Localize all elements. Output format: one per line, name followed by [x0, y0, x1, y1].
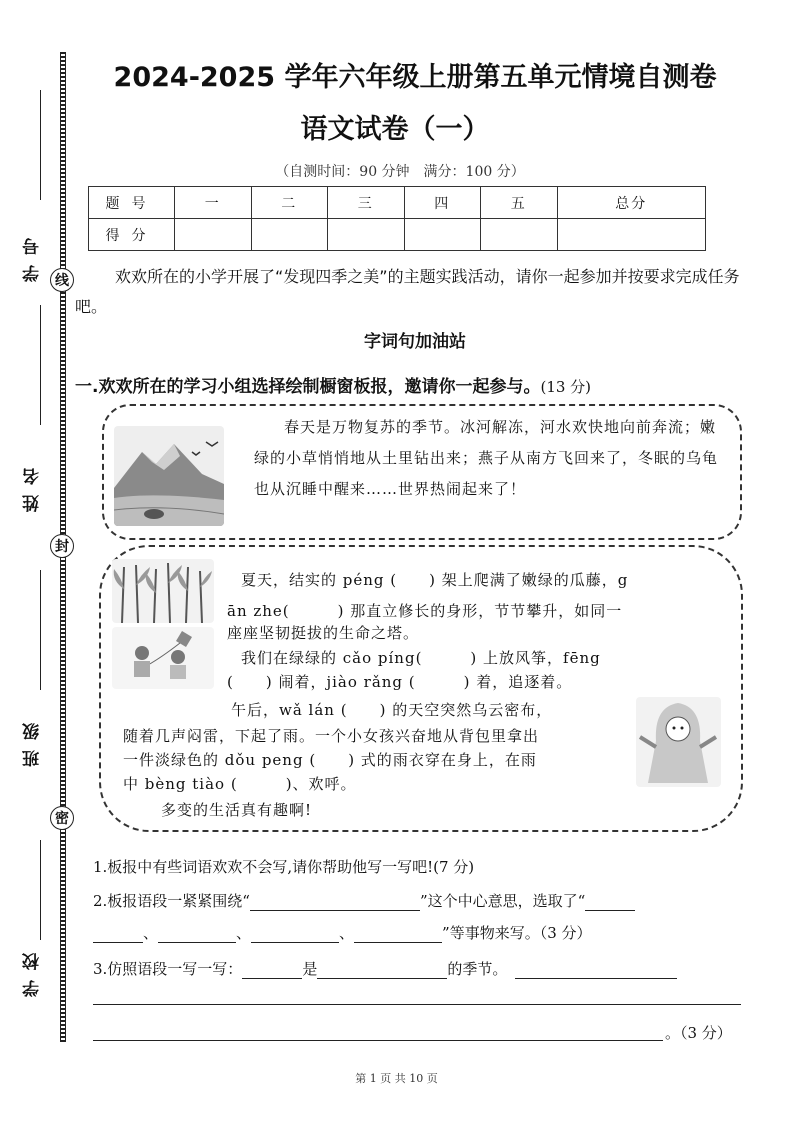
secret-mark: 密	[50, 806, 74, 830]
answer-blank[interactable]	[354, 925, 442, 943]
sub-question-2-mid: ”这个中心意思，选取了“	[419, 892, 586, 910]
answer-line[interactable]	[93, 1040, 663, 1041]
rain-girl-image	[636, 697, 721, 787]
score-input-cell[interactable]	[481, 219, 558, 251]
binding-margin	[0, 0, 75, 1122]
sub-question-2-start: 2.板报语段一紧紧围绕“	[93, 892, 250, 910]
score-input-cell[interactable]	[251, 219, 328, 251]
summer-passage-box	[99, 545, 743, 832]
score-input-cell[interactable]	[175, 219, 252, 251]
score-table-cell: 四	[404, 187, 481, 219]
score-input-cell[interactable]	[328, 219, 405, 251]
answer-line[interactable]	[93, 1004, 741, 1005]
exam-meta: （自测时间：90 分钟 满分：100 分）	[275, 164, 525, 180]
score-table-cell: 五	[481, 187, 558, 219]
answer-blank[interactable]	[251, 925, 339, 943]
summer-line-7: 随着几声闷雷，下起了雨。一个小女孩兴奋地从背包里拿出	[123, 727, 540, 745]
sub-question-3-start: 3.仿照语段一写一写：	[93, 960, 243, 978]
school-label: 学校	[23, 943, 43, 997]
summer-line-9: 中 bèng tiào ( )、欢呼。	[123, 775, 357, 793]
question-1-points: (13 分)	[540, 378, 592, 396]
sub-question-2-cont: 、 、 、 ”等事物来写。（3 分）	[93, 922, 592, 943]
answer-blank[interactable]	[585, 893, 635, 911]
sub-question-3	[93, 958, 753, 979]
student-id-label: 学号	[23, 228, 43, 282]
exam-subtitle: 语文试卷（一）	[300, 114, 490, 145]
intro-text: 欢欢所在的小学开展了“发现四季之美”的主题实践活动，请你一起参加并按要求完成任务吧。	[75, 267, 740, 316]
spring-passage-text: 春天是万物复苏的季节。冰河解冻，河水欢快地向前奔流；嫩绿的小草悄悄地从土里钻出来；燕子从南方飞回来了，冬眠的乌龟也从沉睡中醒来……世界热闹起来了！	[254, 418, 719, 498]
exam-title: 2024-2025 学年六年级上册第五单元情境自测卷	[113, 62, 717, 93]
sub-question-1: 1.板报中有些词语欢欢不会写,请你帮助他写一写吧!(7 分)	[93, 858, 475, 876]
name-label: 姓名	[23, 458, 43, 512]
question-1-text: 一.欢欢所在的学习小组选择绘制橱窗板报，邀请你一起参与。	[75, 377, 541, 397]
score-table-cell: 三	[328, 187, 405, 219]
score-table-cell: 二	[251, 187, 328, 219]
class-label: 班级	[23, 713, 43, 767]
score-table-cell: 一	[175, 187, 252, 219]
answer-blank[interactable]	[250, 893, 420, 911]
kite-children-image	[112, 627, 214, 689]
page-footer: 第 1 页 共 10 页	[355, 1072, 438, 1085]
school-field[interactable]	[40, 840, 41, 940]
score-input-cell[interactable]	[557, 219, 706, 251]
answer-blank[interactable]	[242, 961, 302, 979]
spring-passage-box	[102, 404, 742, 540]
class-field[interactable]	[40, 570, 41, 690]
summer-line-10: 多变的生活真有趣啊!	[161, 801, 313, 819]
section-title: 字词句加油站	[364, 332, 466, 352]
sub-question-3-season: 的季节。	[447, 960, 500, 978]
score-table-cell: 题号	[89, 187, 175, 219]
corn-field-image	[112, 559, 214, 623]
summer-line-5: ( ) 闹着，jiào rǎng ( ) 着，追逐着。	[227, 673, 573, 691]
sub-question-2	[93, 890, 753, 911]
summer-line-1: 夏天，结实的 péng ( ) 架上爬满了嫩绿的瓜藤，g	[241, 571, 629, 589]
answer-blank[interactable]	[317, 961, 447, 979]
summer-line-6: 午后，wǎ lán ( ) 的天空突然乌云密布，	[231, 701, 553, 719]
score-table	[88, 186, 706, 251]
summer-line-3: 座座坚韧挺拔的生命之塔。	[227, 624, 420, 642]
name-field[interactable]	[40, 305, 41, 425]
answer-blank[interactable]	[158, 925, 236, 943]
line-mark: 线	[50, 268, 74, 292]
question-1-title	[75, 372, 765, 397]
sub-question-3-end: 。（3 分）	[665, 1024, 732, 1042]
student-id-field[interactable]	[40, 90, 41, 200]
seal-mark: 封	[50, 534, 74, 558]
score-table-cell: 总分	[557, 187, 706, 219]
score-table-score-row	[89, 219, 706, 251]
score-input-cell[interactable]	[404, 219, 481, 251]
answer-blank[interactable]	[515, 961, 677, 979]
sub-question-3-is: 是	[302, 960, 318, 978]
score-row-label: 得分	[89, 219, 175, 251]
summer-line-8: 一件淡绿色的 dǒu peng ( ) 式的雨衣穿在身上，在雨	[123, 751, 537, 769]
summer-line-2: ān zhe( ) 那直立修长的身形，节节攀升，如同一	[227, 602, 623, 620]
spring-landscape-image	[114, 426, 224, 526]
summer-line-4: 我们在绿绿的 cǎo píng( ) 上放风筝，fēng	[241, 649, 601, 667]
sub-question-2-end: ”等事物来写。（3 分）	[442, 924, 592, 942]
answer-blank[interactable]	[93, 925, 143, 943]
score-table-header-row	[89, 187, 706, 219]
